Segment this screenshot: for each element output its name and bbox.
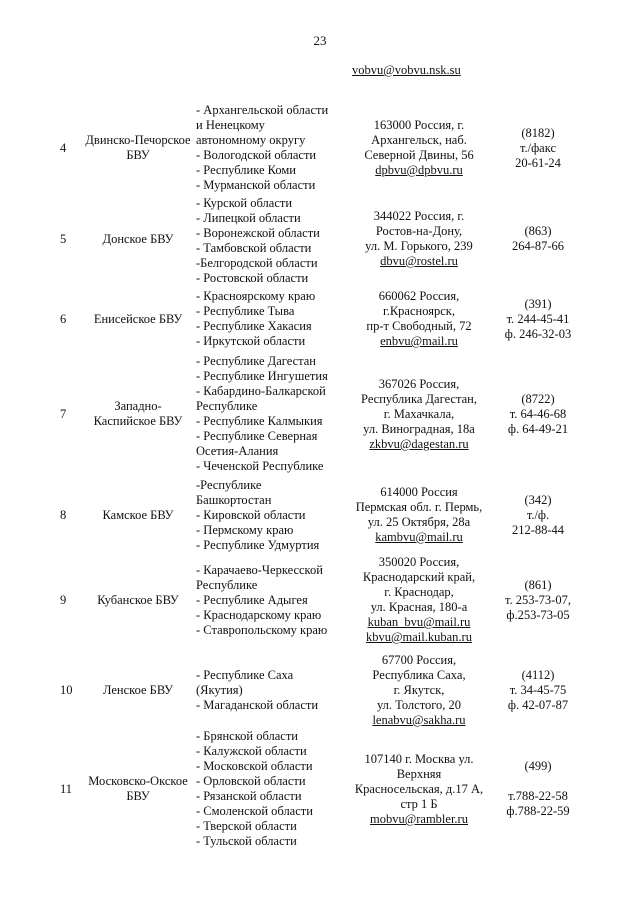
postal-address-line: Пермская обл. г. Пермь,: [355, 500, 483, 514]
phone-numbers-line: 264-87-66: [511, 239, 565, 253]
phone-numbers: [490, 578, 586, 623]
phone-numbers-line: т. 34-45-75: [509, 683, 567, 697]
row-number: 8: [60, 508, 67, 522]
served-regions-line: - Брянской области: [196, 729, 298, 743]
postal-address: [336, 653, 502, 728]
administration-name-line: Камское БВУ: [102, 508, 174, 522]
served-regions-line: - Кабардино-Балкарской: [196, 384, 326, 398]
postal-address-line: 67700 Россия,: [381, 653, 457, 667]
email-link[interactable]: zkbvu@dagestan.ru: [369, 437, 469, 451]
table-row: [0, 352, 640, 476]
postal-address-line: Краснодарский край,: [362, 570, 476, 584]
served-regions-line: - Калужской области: [196, 744, 307, 758]
served-regions: [196, 196, 346, 286]
phone-numbers-line: ф.253-73-05: [506, 608, 570, 622]
postal-address-line: г. Якутск,: [393, 683, 445, 697]
postal-address-line: стр 1 Б: [400, 797, 438, 811]
postal-address: [336, 118, 502, 178]
served-regions-line: - Тамбовской области: [196, 241, 312, 255]
phone-numbers-line: ф.788-22-59: [506, 804, 570, 818]
phone-numbers-line: (8722): [521, 392, 555, 406]
phone-numbers: [490, 759, 586, 819]
administration-name-line: Кубанское БВУ: [97, 593, 179, 607]
email-link[interactable]: dbvu@rostel.ru: [380, 254, 458, 268]
served-regions-line: Республике: [196, 399, 258, 413]
postal-address-line: 660062 Россия,: [378, 289, 460, 303]
served-regions-line: - Краснодарскому краю: [196, 608, 322, 622]
phone-numbers-line: т. 64-46-68: [509, 407, 567, 421]
postal-address-line: Архангельск, наб.: [371, 133, 467, 147]
served-regions: [196, 563, 346, 638]
postal-address: [336, 752, 502, 827]
administration-name: [80, 312, 196, 327]
served-regions-line: - Чеченской Республике: [196, 459, 324, 473]
postal-address-line: 367026 Россия,: [378, 377, 460, 391]
administration-name-line: Двинско-Печорское: [85, 133, 191, 147]
served-regions-line: - Московской области: [196, 759, 313, 773]
postal-address-line: г.Красноярск,: [383, 304, 455, 318]
email-link[interactable]: enbvu@mail.ru: [380, 334, 458, 348]
served-regions-line: - Республике Саха: [196, 668, 294, 682]
administration-name-line: БВУ: [126, 148, 150, 162]
phone-numbers-line: (863): [524, 224, 552, 238]
postal-address-line: Северной Двины, 56: [364, 148, 474, 162]
served-regions-line: - Республике Коми: [196, 163, 296, 177]
served-regions-line: - Иркутской области: [196, 334, 306, 348]
served-regions-line: - Мурманской области: [196, 178, 316, 192]
postal-address-line: 614000 Россия: [380, 485, 458, 499]
served-regions-line: -Белгородской области: [196, 256, 318, 270]
continuation-email[interactable]: vobvu@vobvu.nsk.su: [352, 63, 461, 77]
administration-name: [80, 399, 196, 429]
table-row: [0, 652, 640, 728]
postal-address-line: ул. Красная, 180-а: [370, 600, 468, 614]
administration-name-line: Московско-Окское: [88, 774, 188, 788]
row-number: 10: [60, 683, 73, 697]
administration-name: [80, 133, 196, 163]
table-row: [0, 554, 640, 646]
served-regions: [196, 289, 346, 349]
postal-address-line: Красносельская, д.17 А,: [354, 782, 484, 796]
administration-name-line: Ленское БВУ: [102, 683, 174, 697]
served-regions-line: - Смоленской области: [196, 804, 313, 818]
served-regions-line: Башкортостан: [196, 493, 272, 507]
postal-address: [336, 289, 502, 349]
served-regions-line: - Республике Адыгея: [196, 593, 308, 607]
served-regions-line: - Республике Калмыкия: [196, 414, 323, 428]
served-regions-line: - Республике Ингушетия: [196, 369, 328, 383]
served-regions-line: - Вологодской области: [196, 148, 317, 162]
administration-name-line: Донское БВУ: [102, 232, 174, 246]
phone-numbers: [490, 224, 586, 254]
administration-name: [80, 593, 196, 608]
phone-numbers-line: ф. 246-32-03: [504, 327, 572, 341]
table-row: [0, 196, 640, 285]
phone-numbers-line: ф. 42-07-87: [507, 698, 569, 712]
served-regions: [196, 103, 346, 193]
postal-address-line: 163000 Россия, г.: [373, 118, 465, 132]
phone-numbers-line: т. 244-45-41: [506, 312, 570, 326]
served-regions: [196, 478, 346, 553]
administration-name-line: Западно-: [114, 399, 162, 413]
table-row: [0, 100, 640, 196]
served-regions-line: - Республике Хакасия: [196, 319, 312, 333]
phone-numbers-line: т./факс: [519, 141, 557, 155]
served-regions-line: - Воронежской области: [196, 226, 320, 240]
served-regions-line: - Ставропольскому краю: [196, 623, 328, 637]
row-number: 9: [60, 593, 67, 607]
email-link[interactable]: kambvu@mail.ru: [375, 530, 463, 544]
served-regions-line: Осетия-Алания: [196, 444, 279, 458]
postal-address-line: 350020 Россия,: [378, 555, 460, 569]
administration-name-line: Каспийское БВУ: [93, 414, 183, 428]
served-regions-line: - Кировской области: [196, 508, 306, 522]
postal-address-line: Республика Саха,: [372, 668, 466, 682]
served-regions-line: - Ростовской области: [196, 271, 309, 285]
postal-address-line: г. Махачкала,: [383, 407, 455, 421]
served-regions-line: - Тверской области: [196, 819, 297, 833]
row-number: 6: [60, 312, 67, 326]
served-regions-line: и Ненецкому: [196, 118, 265, 132]
postal-address: [336, 209, 502, 269]
postal-address-line: г. Краснодар,: [384, 585, 454, 599]
served-regions-line: - Республике Северная: [196, 429, 318, 443]
postal-address-line: Верхняя: [396, 767, 442, 781]
email-link[interactable]: dpbvu@dpbvu.ru: [375, 163, 463, 177]
table-row: [0, 476, 640, 554]
phone-numbers-line: т. 253-73-07,: [505, 593, 571, 607]
phone-numbers-line: (861): [524, 578, 552, 592]
administration-name: [80, 232, 196, 247]
postal-address: [336, 377, 502, 452]
phone-numbers-line: [490, 774, 586, 789]
row-number: 11: [60, 782, 73, 796]
served-regions-line: - Архангельской области: [196, 103, 329, 117]
served-regions-line: Республике: [196, 578, 258, 592]
phone-numbers-line: ф. 64-49-21: [507, 422, 569, 436]
served-regions-line: - Карачаево-Черкесской: [196, 563, 323, 577]
served-regions-line: -Республике: [196, 478, 262, 492]
served-regions-line: - Липецкой области: [196, 211, 301, 225]
phone-numbers-line: (4112): [521, 668, 555, 682]
phone-numbers-line: т./ф.: [526, 508, 550, 522]
phone-numbers: [490, 297, 586, 342]
row-number: 5: [60, 232, 67, 246]
postal-address-line: ул. М. Горького, 239: [365, 239, 473, 253]
phone-numbers: [490, 493, 586, 538]
served-regions-line: - Рязанской области: [196, 789, 302, 803]
postal-address-line: 344022 Россия, г.: [373, 209, 465, 223]
served-regions-line: - Пермскому краю: [196, 523, 294, 537]
postal-address-line: Ростов-на-Дону,: [375, 224, 463, 238]
served-regions-line: автономному округу: [196, 133, 306, 147]
postal-address: [336, 485, 502, 545]
postal-address-line: ул. 25 Октября, 28а: [367, 515, 471, 529]
phone-numbers-line: 212-88-44: [511, 523, 565, 537]
served-regions-line: - Магаданской области: [196, 698, 319, 712]
phone-numbers: [490, 668, 586, 713]
served-regions-line: - Республике Тыва: [196, 304, 295, 318]
table-row: [0, 288, 640, 350]
administration-name: [80, 774, 196, 804]
phone-numbers-line: (391): [524, 297, 552, 311]
postal-address-line: ул. Виноградная, 18а: [363, 422, 475, 436]
email-link[interactable]: lenabvu@sakha.ru: [372, 713, 466, 727]
administration-name: [80, 508, 196, 523]
served-regions-line: - Республике Дагестан: [196, 354, 316, 368]
email-link[interactable]: kuban_bvu@mail.ru: [367, 615, 471, 629]
phone-numbers-line: (8182): [521, 126, 555, 140]
page-number: 23: [313, 33, 327, 48]
phone-numbers: [490, 126, 586, 171]
phone-numbers-line: 20-61-24: [515, 156, 561, 170]
postal-address-line: пр-т Свободный, 72: [366, 319, 472, 333]
postal-address-line: Республика Дагестан,: [361, 392, 477, 406]
administration-name-line: Енисейское БВУ: [93, 312, 183, 326]
phone-numbers-line: т.788-22-58: [508, 789, 568, 803]
row-number: 4: [60, 141, 67, 155]
served-regions: [196, 729, 346, 849]
phone-numbers-line: (342): [524, 493, 552, 507]
administration-name-line: БВУ: [126, 789, 150, 803]
administration-name: [80, 683, 196, 698]
served-regions-line: - Курской области: [196, 196, 293, 210]
postal-address-line: ул. Толстого, 20: [376, 698, 462, 712]
postal-address-line: 107140 г. Москва ул.: [364, 752, 474, 766]
postal-address: [336, 555, 502, 645]
served-regions-line: - Тульской области: [196, 834, 297, 848]
phone-numbers: [490, 392, 586, 437]
email-link[interactable]: mobvu@rambler.ru: [370, 812, 468, 826]
served-regions-line: - Красноярскому краю: [196, 289, 316, 303]
served-regions: [196, 668, 346, 713]
row-number: 7: [60, 407, 67, 421]
served-regions-line: (Якутия): [196, 683, 243, 697]
phone-numbers-line: (499): [524, 759, 552, 773]
served-regions-line: - Орловской области: [196, 774, 306, 788]
served-regions: [196, 354, 346, 474]
table-row: [0, 728, 640, 850]
served-regions-line: - Республике Удмуртия: [196, 538, 320, 552]
email-link[interactable]: kbvu@mail.kuban.ru: [366, 630, 472, 644]
